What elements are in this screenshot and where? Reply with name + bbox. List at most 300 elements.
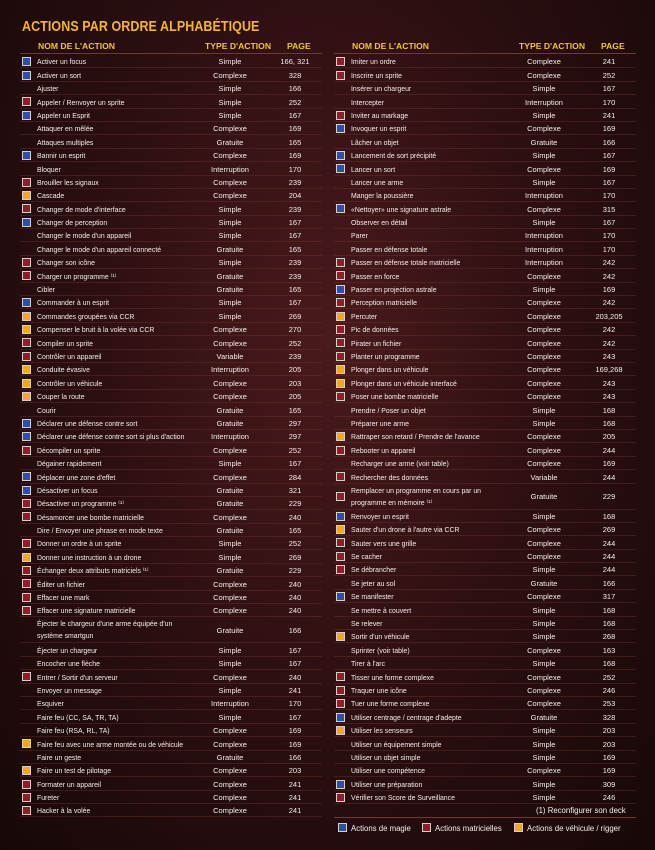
action-page: 204 <box>288 191 302 201</box>
action-name: Déclarer une défense contre sort <box>37 418 138 428</box>
action-page: 269 <box>288 552 302 562</box>
action-name: Donner un ordre à un sprite <box>37 539 122 549</box>
action-name: Cascade <box>37 191 65 201</box>
table-row <box>334 202 636 215</box>
category-swatch-icon <box>336 164 345 173</box>
category-swatch-icon <box>22 151 31 160</box>
category-swatch-icon <box>336 565 345 574</box>
table-row <box>334 630 636 643</box>
action-type: Simple <box>532 511 556 521</box>
category-swatch-icon <box>336 793 345 802</box>
action-name: Changer son icône <box>37 258 95 268</box>
action-name: Donner une instruction à un drone <box>37 552 142 562</box>
table-row <box>334 510 636 523</box>
action-name: Charger un programme ⁽¹⁾ <box>37 271 117 281</box>
action-page: 165 <box>288 137 302 147</box>
action-page: 229 <box>288 566 302 576</box>
category-swatch-icon <box>22 579 31 588</box>
action-name: Dégainer rapidement <box>37 459 102 469</box>
action-page: 297 <box>288 418 302 428</box>
action-type: Simple <box>532 110 556 120</box>
action-page: 252 <box>288 97 302 107</box>
category-swatch-icon <box>22 593 31 602</box>
action-name: Éjecter un chargeur <box>37 645 98 655</box>
category-swatch-icon <box>22 111 31 120</box>
action-type: Complexe <box>213 806 247 816</box>
action-type: Complexe <box>213 151 247 161</box>
table-row <box>334 323 636 336</box>
action-page: 169 <box>602 752 616 762</box>
action-type: Complexe <box>213 378 247 388</box>
action-page: 167 <box>288 645 302 655</box>
table-row <box>334 269 636 282</box>
action-type: Simple <box>218 712 242 722</box>
action-name: Brouiller les signaux <box>37 177 99 187</box>
action-name: Se relever <box>351 619 383 629</box>
action-type: Simple <box>532 726 556 736</box>
right-table-header <box>334 40 636 54</box>
table-row <box>334 376 636 389</box>
action-type: Complexe <box>213 338 247 348</box>
action-type: Interruption <box>525 97 563 107</box>
action-type: Simple <box>218 57 242 67</box>
action-name: Passer en projection astrale <box>351 285 437 295</box>
action-type: Interruption <box>211 365 249 375</box>
action-page: 168 <box>602 405 616 415</box>
action-page: 246 <box>602 793 616 803</box>
action-page: 244 <box>602 565 616 575</box>
table-row <box>334 590 636 603</box>
action-type: Complexe <box>527 70 561 80</box>
action-type: Simple <box>532 659 556 669</box>
action-page: 167 <box>288 218 302 228</box>
action-name: Lancer un sort <box>351 164 396 174</box>
action-page: 169 <box>288 151 302 161</box>
action-page: 244 <box>602 445 616 455</box>
action-page: 241 <box>288 779 302 789</box>
action-type: Complexe <box>213 325 247 335</box>
table-row <box>334 643 636 656</box>
action-type: Complexe <box>527 685 561 695</box>
category-swatch-icon <box>336 446 345 455</box>
action-page: 167 <box>602 151 616 161</box>
action-name: Attaques multiples <box>37 137 94 147</box>
action-name: Contrôler un véhicule <box>37 378 103 388</box>
legend-item-magic <box>338 823 411 833</box>
table-row <box>20 82 322 95</box>
action-page: 169 <box>288 124 302 134</box>
action-name: Sauter vers une grille <box>351 538 417 548</box>
category-swatch-icon <box>22 766 31 775</box>
category-swatch-icon <box>336 325 345 334</box>
action-page: 243 <box>602 351 616 361</box>
action-type: Gratuite <box>216 752 244 762</box>
category-swatch-icon <box>336 71 345 80</box>
table-row <box>334 336 636 349</box>
category-swatch-icon <box>336 538 345 547</box>
action-page: 167 <box>288 298 302 308</box>
category-swatch-icon <box>336 111 345 120</box>
action-name: Manger la poussière <box>351 191 414 201</box>
action-type: Simple <box>218 258 242 268</box>
action-type: Simple <box>532 285 556 295</box>
action-name: Hacker à la volée <box>37 806 91 816</box>
category-swatch-icon <box>22 553 31 562</box>
action-type: Gratuite <box>216 285 244 295</box>
action-page: 205 <box>288 365 302 375</box>
action-name: Effacer une mark <box>37 593 90 603</box>
table-row <box>20 403 322 416</box>
table-row <box>20 804 322 817</box>
table-row <box>20 443 322 456</box>
action-page: 252 <box>602 70 616 80</box>
action-type: Gratuite <box>530 712 558 722</box>
action-name: Appeler un Esprit <box>37 110 90 120</box>
action-type: Complexe <box>213 739 247 749</box>
action-page: 240 <box>288 606 302 616</box>
category-swatch-icon <box>22 606 31 615</box>
action-name: Bloquer <box>37 164 61 174</box>
table-row <box>20 376 322 389</box>
action-page: 242 <box>602 271 616 281</box>
action-page: 242 <box>602 298 616 308</box>
action-page: 239 <box>288 204 302 214</box>
table-row <box>334 95 636 108</box>
action-type: Simple <box>218 539 242 549</box>
action-name: Utiliser un objet simple <box>351 752 421 762</box>
action-name: Utiliser les senseurs <box>351 726 413 736</box>
category-swatch-icon <box>336 726 345 735</box>
action-name: Compenser le bruit à la volée via CCR <box>37 325 155 335</box>
category-swatch-icon <box>22 71 31 80</box>
table-row <box>334 617 636 630</box>
category-swatch-icon <box>22 566 31 575</box>
action-page: 239 <box>288 351 302 361</box>
action-name: Sortir d'un véhicule <box>351 632 410 642</box>
table-row <box>334 697 636 710</box>
page-title: ACTIONS PAR ORDRE ALPHABÉTIQUE <box>22 19 260 35</box>
table-row <box>20 457 322 470</box>
action-type: Complexe <box>527 538 561 548</box>
action-name: Compiler un sprite <box>37 338 93 348</box>
category-swatch-icon <box>22 338 31 347</box>
action-type: Complexe <box>527 645 561 655</box>
category-swatch-icon <box>22 392 31 401</box>
category-swatch-icon <box>336 525 345 534</box>
action-type: Complexe <box>213 606 247 616</box>
table-row <box>334 189 636 202</box>
category-swatch-icon <box>336 686 345 695</box>
action-page: 229 <box>288 499 302 509</box>
table-row <box>20 430 322 443</box>
table-row <box>20 643 322 656</box>
table-row <box>334 296 636 309</box>
table-row <box>334 350 636 363</box>
category-swatch-icon <box>336 204 345 213</box>
action-type: Interruption <box>211 432 249 442</box>
action-type: Complexe <box>527 365 561 375</box>
action-name: Ajuster <box>37 84 59 94</box>
action-page: 239 <box>288 271 302 281</box>
table-row <box>20 95 322 108</box>
table-row <box>20 591 322 604</box>
magic-swatch-icon <box>338 823 347 832</box>
action-type: Complexe <box>527 699 561 709</box>
table-row <box>334 670 636 683</box>
left-table-header <box>20 40 322 54</box>
category-swatch-icon <box>336 713 345 722</box>
category-swatch-icon <box>22 204 31 213</box>
action-type: Gratuite <box>530 492 558 502</box>
action-type: Simple <box>532 418 556 428</box>
action-page: 243 <box>602 392 616 402</box>
action-page: 241 <box>288 806 302 816</box>
action-name: Faire feu (CC, SA, TR, TA) <box>37 712 119 722</box>
action-page: 315 <box>602 204 616 214</box>
action-page: 166, 321 <box>280 57 310 67</box>
action-type: Interruption <box>525 244 563 254</box>
footnote: (1) Reconfigurer son deck <box>536 806 626 815</box>
action-name: Éditer un fichier <box>37 579 85 589</box>
action-type: Complexe <box>527 351 561 361</box>
table-row <box>334 417 636 430</box>
category-swatch-icon <box>336 472 345 481</box>
category-swatch-icon <box>22 780 31 789</box>
action-type: Complexe <box>527 432 561 442</box>
action-type: Simple <box>532 619 556 629</box>
category-swatch-icon <box>22 191 31 200</box>
action-page: 241 <box>602 110 616 120</box>
action-page: 169,268 <box>595 365 623 375</box>
table-row <box>334 309 636 322</box>
table-row <box>334 363 636 376</box>
category-swatch-icon <box>22 672 31 681</box>
table-row <box>20 135 322 148</box>
category-swatch-icon <box>22 432 31 441</box>
category-swatch-icon <box>336 672 345 681</box>
action-type: Gratuite <box>216 405 244 415</box>
action-type: Gratuite <box>216 271 244 281</box>
action-page: 169 <box>602 124 616 134</box>
category-swatch-icon <box>336 392 345 401</box>
table-row <box>334 403 636 416</box>
action-name: Déplacer une zone d'effet <box>37 472 116 482</box>
table-row <box>20 176 322 189</box>
right-action-list <box>334 55 636 804</box>
action-name: Imiter un ordre <box>351 57 396 67</box>
action-page: 239 <box>288 258 302 268</box>
category-swatch-icon <box>22 512 31 521</box>
action-name: Pic de données <box>351 325 399 335</box>
action-type: Simple <box>218 311 242 321</box>
action-page: 167 <box>288 659 302 669</box>
category-swatch-icon <box>22 539 31 548</box>
action-page: 203 <box>602 739 616 749</box>
action-name: Tirer à l'arc <box>351 659 386 669</box>
table-row <box>334 751 636 764</box>
action-page: 268 <box>602 632 616 642</box>
action-name: Décompiler un sprite <box>37 445 101 455</box>
action-name: Insérer un chargeur <box>351 84 412 94</box>
action-type: Simple <box>218 231 242 241</box>
action-name: Contrôler un appareil <box>37 351 102 361</box>
action-name: Renvoyer un esprit <box>351 511 409 521</box>
table-row <box>334 149 636 162</box>
table-row <box>334 764 636 777</box>
category-swatch-icon <box>22 352 31 361</box>
action-type: Complexe <box>527 338 561 348</box>
action-name: Effacer une signature matricielle <box>37 606 136 616</box>
action-page: 239 <box>288 177 302 187</box>
action-page: 166 <box>602 137 616 147</box>
action-type: Simple <box>218 552 242 562</box>
action-page: 328 <box>602 712 616 722</box>
action-page: 328 <box>288 70 302 80</box>
action-page: 170 <box>288 699 302 709</box>
action-type: Complexe <box>213 579 247 589</box>
table-row <box>334 684 636 697</box>
action-name: Traquer une icône <box>351 685 407 695</box>
category-swatch-icon <box>336 312 345 321</box>
action-type: Complexe <box>527 525 561 535</box>
table-row <box>20 296 322 309</box>
action-type: Simple <box>532 793 556 803</box>
table-row <box>20 162 322 175</box>
table-row <box>334 523 636 536</box>
table-row <box>20 363 322 376</box>
action-name: Dire / Envoyer une phrase en mode texte <box>37 526 163 536</box>
header-action-name: NOM DE L'ACTION <box>352 41 429 51</box>
table-row <box>20 777 322 790</box>
action-name: Activer un focus <box>37 57 87 67</box>
action-name: Faire feu avec une arme montée ou de véhicule <box>37 739 184 749</box>
action-page: 240 <box>288 579 302 589</box>
action-page: 167 <box>602 84 616 94</box>
action-type: Simple <box>218 110 242 120</box>
action-type: Simple <box>218 218 242 228</box>
action-name: Utiliser un équipement simple <box>351 739 442 749</box>
action-type: Interruption <box>525 231 563 241</box>
action-page: 170 <box>288 164 302 174</box>
action-name: Désactiver un focus <box>37 485 98 495</box>
action-type: Complexe <box>213 70 247 80</box>
category-swatch-icon <box>336 124 345 133</box>
action-name: Échanger deux attributs matriciels ⁽¹⁾ <box>37 566 149 576</box>
table-row <box>20 510 322 523</box>
action-type: Simple <box>218 84 242 94</box>
action-name: «Nettoyer» une signature astrale <box>351 204 452 214</box>
action-type: Gratuite <box>216 418 244 428</box>
action-type: Complexe <box>527 311 561 321</box>
action-type: Gratuite <box>216 566 244 576</box>
action-type: Simple <box>532 405 556 415</box>
action-page: 163 <box>602 645 616 655</box>
table-row <box>334 657 636 670</box>
action-type: Variable <box>216 351 244 361</box>
header-action-type: TYPE D'ACTION <box>519 41 586 51</box>
category-swatch-icon <box>336 552 345 561</box>
table-row <box>334 550 636 563</box>
table-row <box>20 309 322 322</box>
action-name: Rechercher des données <box>351 472 429 482</box>
category-swatch-icon <box>22 419 31 428</box>
action-page: 168 <box>602 659 616 669</box>
category-swatch-icon <box>22 739 31 748</box>
action-name: Préparer une arme <box>351 418 409 428</box>
action-type: Complexe <box>213 726 247 736</box>
action-name: Tisser une forme complexe <box>351 672 434 682</box>
action-type: Gratuite <box>216 626 244 635</box>
category-swatch-icon <box>336 512 345 521</box>
action-page: 205 <box>602 432 616 442</box>
table-row <box>334 603 636 616</box>
action-type: Complexe <box>213 472 247 482</box>
action-page: 252 <box>602 672 616 682</box>
table-row <box>20 122 322 135</box>
action-page: 297 <box>288 432 302 442</box>
action-type: Complexe <box>527 57 561 67</box>
category-swatch-icon <box>336 379 345 388</box>
table-row <box>334 724 636 737</box>
action-name: Poser une bombe matricielle <box>351 392 439 402</box>
action-page: 167 <box>288 712 302 722</box>
action-type: Simple <box>218 645 242 655</box>
table-row <box>334 777 636 790</box>
table-row <box>334 82 636 95</box>
action-name: Faire un test de pilotage <box>37 766 112 776</box>
action-type: Complexe <box>527 552 561 562</box>
table-row <box>334 229 636 242</box>
table-row <box>334 55 636 68</box>
action-page: 240 <box>288 593 302 603</box>
action-type: Complexe <box>527 459 561 469</box>
category-swatch-icon <box>22 218 31 227</box>
action-page: 317 <box>602 592 616 602</box>
action-name: Formater un appareil <box>37 779 102 789</box>
category-swatch-icon <box>22 806 31 815</box>
category-swatch-icon <box>336 592 345 601</box>
action-name: Se mettre à couvert <box>351 605 412 615</box>
action-name: Rattraper son retard / Prendre de l'avance <box>351 432 480 442</box>
action-type: Complexe <box>527 298 561 308</box>
action-name: Sprinter (voir table) <box>351 645 410 655</box>
action-page: 241 <box>288 685 302 695</box>
action-type: Complexe <box>213 177 247 187</box>
category-swatch-icon <box>336 271 345 280</box>
action-page: 309 <box>602 779 616 789</box>
table-row <box>20 617 322 643</box>
action-type: Complexe <box>213 779 247 789</box>
action-page: 203 <box>288 378 302 388</box>
action-page: 269 <box>602 525 616 535</box>
table-row <box>20 764 322 777</box>
action-type: Simple <box>532 739 556 749</box>
table-row <box>20 55 322 68</box>
action-page: 203 <box>288 766 302 776</box>
action-name: Déclarer une défense contre sort si plus d'action <box>37 432 185 442</box>
table-row <box>334 791 636 804</box>
action-page: 253 <box>602 699 616 709</box>
category-swatch-icon <box>22 271 31 280</box>
action-page: 170 <box>602 97 616 107</box>
category-swatch-icon <box>22 499 31 508</box>
table-row <box>20 710 322 723</box>
table-row <box>334 162 636 175</box>
action-name: Changer de perception <box>37 218 108 228</box>
action-type: Simple <box>532 565 556 575</box>
action-page: 252 <box>288 539 302 549</box>
table-row <box>334 576 636 589</box>
